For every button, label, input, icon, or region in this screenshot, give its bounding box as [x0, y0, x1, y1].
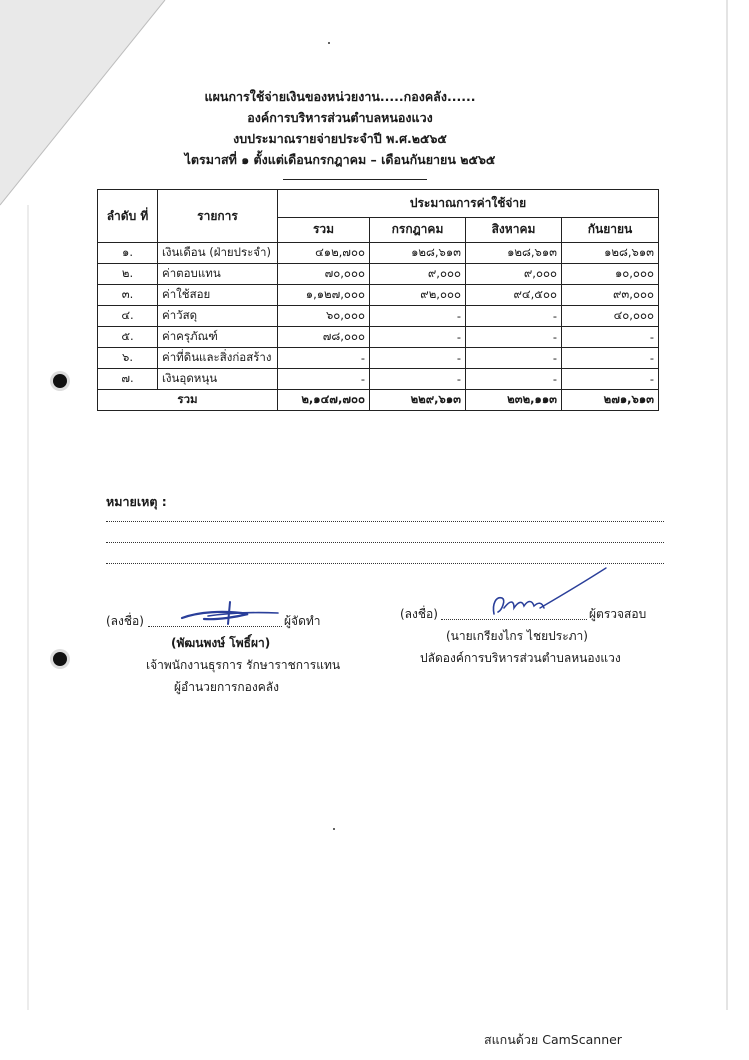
left-sign-position-1: เจ้าพนักงานธุรการ รักษาราชการแทน — [146, 658, 341, 672]
row-september: ๔๐,๐๐๐ — [562, 306, 659, 327]
notes-dotted-line — [106, 521, 664, 522]
row-total: ๔๑๒,๗๐๐ — [278, 243, 370, 264]
row-number: ๒. — [98, 264, 158, 285]
scan-speck — [333, 828, 335, 830]
sum-september: ๒๗๑,๖๑๓ — [562, 390, 659, 411]
right-sign-position-1: ปลัดองค์การบริหารส่วนตำบลหนองแวง — [420, 651, 621, 665]
row-august: - — [466, 369, 562, 390]
row-item: ค่าครุภัณฑ์ — [158, 327, 278, 348]
table-row — [98, 348, 659, 369]
table-row — [98, 327, 659, 348]
header-order-number: ลำดับ ที่ — [98, 190, 158, 243]
header-item: รายการ — [158, 190, 278, 243]
row-total: ๑,๑๒๗,๐๐๐ — [278, 285, 370, 306]
row-august: - — [466, 327, 562, 348]
row-september: - — [562, 327, 659, 348]
camscanner-watermark: สแกนด้วย CamScanner — [484, 1032, 622, 1047]
row-number: ๗. — [98, 369, 158, 390]
right-sign-prefix: (ลงชื่อ) — [400, 607, 438, 621]
header-line-1: แผนการใช้จ่ายเงินของหน่วยงาน.....กองคลัง...... — [204, 89, 476, 104]
right-sign-name: (นายเกรียงไกร ไชยประภา) — [446, 629, 588, 643]
header-month-august: สิงหาคม — [466, 217, 562, 242]
row-july: - — [370, 327, 466, 348]
row-number: ๑. — [98, 243, 158, 264]
header-line-4: ไตรมาสที่ ๑ ตั้งแต่เดือนกรกฎาคม – เดือนกันยายน ๒๕๖๕ — [184, 152, 496, 167]
notes-dotted-line — [106, 542, 664, 543]
header-month-july: กรกฎาคม — [370, 217, 466, 242]
header-divider — [283, 179, 427, 180]
expense-plan-table — [97, 189, 659, 411]
scan-speck — [328, 42, 330, 44]
row-number: ๔. — [98, 306, 158, 327]
row-september: ๑๒๘,๖๑๓ — [562, 243, 659, 264]
row-july: ๙๒,๐๐๐ — [370, 285, 466, 306]
header-line-3: งบประมาณรายจ่ายประจำปี พ.ศ.๒๕๖๕ — [233, 131, 447, 146]
table-total-row — [98, 390, 659, 411]
row-august: ๙,๐๐๐ — [466, 264, 562, 285]
table-row — [98, 243, 659, 264]
row-september: ๑๐,๐๐๐ — [562, 264, 659, 285]
row-september: ๙๓,๐๐๐ — [562, 285, 659, 306]
notes-title: หมายเหตุ : — [106, 494, 167, 509]
table-row — [98, 264, 659, 285]
left-sign-name: (พัฒนพงษ์ โพธิ์ผา) — [171, 636, 271, 650]
document-header — [180, 86, 500, 170]
row-item: ค่าวัสดุ — [158, 306, 278, 327]
header-month-september: กันยายน — [562, 217, 659, 242]
row-item: ค่าที่ดินและสิ่งก่อสร้าง — [158, 348, 278, 369]
sum-total: ๒,๑๔๗,๗๐๐ — [278, 390, 370, 411]
row-item: ค่าตอบแทน — [158, 264, 278, 285]
table-row — [98, 369, 659, 390]
row-total: - — [278, 348, 370, 369]
sum-label: รวม — [98, 390, 278, 411]
header-total: รวม — [278, 217, 370, 242]
row-item: เงินเดือน (ฝ่ายประจำ) — [158, 243, 278, 264]
table-row — [98, 285, 659, 306]
sum-july: ๒๒๙,๖๑๓ — [370, 390, 466, 411]
row-total: ๗๐,๐๐๐ — [278, 264, 370, 285]
row-august: ๙๔,๕๐๐ — [466, 285, 562, 306]
row-july: - — [370, 369, 466, 390]
left-signature-mark — [178, 598, 288, 628]
row-august: ๑๒๘,๖๑๓ — [466, 243, 562, 264]
row-august: - — [466, 306, 562, 327]
row-july: ๑๒๘,๖๑๓ — [370, 243, 466, 264]
row-september: - — [562, 369, 659, 390]
hole-punch-mark — [53, 652, 67, 666]
row-number: ๓. — [98, 285, 158, 306]
left-sign-prefix: (ลงชื่อ) — [106, 614, 144, 628]
sum-august: ๒๓๒,๑๑๓ — [466, 390, 562, 411]
row-total: ๗๘,๐๐๐ — [278, 327, 370, 348]
row-number: ๕. — [98, 327, 158, 348]
left-sign-role: ผู้จัดทำ — [284, 614, 321, 628]
hole-punch-mark — [53, 374, 67, 388]
row-total: - — [278, 369, 370, 390]
left-sign-position-2: ผู้อำนวยการกองคลัง — [174, 680, 279, 694]
row-item: ค่าใช้สอย — [158, 285, 278, 306]
header-estimated-expense: ประมาณการค่าใช้จ่าย — [278, 190, 659, 218]
row-item: เงินอุดหนุน — [158, 369, 278, 390]
row-july: - — [370, 306, 466, 327]
row-july: ๙,๐๐๐ — [370, 264, 466, 285]
row-july: - — [370, 348, 466, 369]
header-line-2: องค์การบริหารส่วนตำบลหนองแวง — [247, 110, 433, 125]
table-row — [98, 306, 659, 327]
row-september: - — [562, 348, 659, 369]
row-total: ๖๐,๐๐๐ — [278, 306, 370, 327]
row-august: - — [466, 348, 562, 369]
row-number: ๖. — [98, 348, 158, 369]
right-sign-role: ผู้ตรวจสอบ — [589, 607, 647, 621]
